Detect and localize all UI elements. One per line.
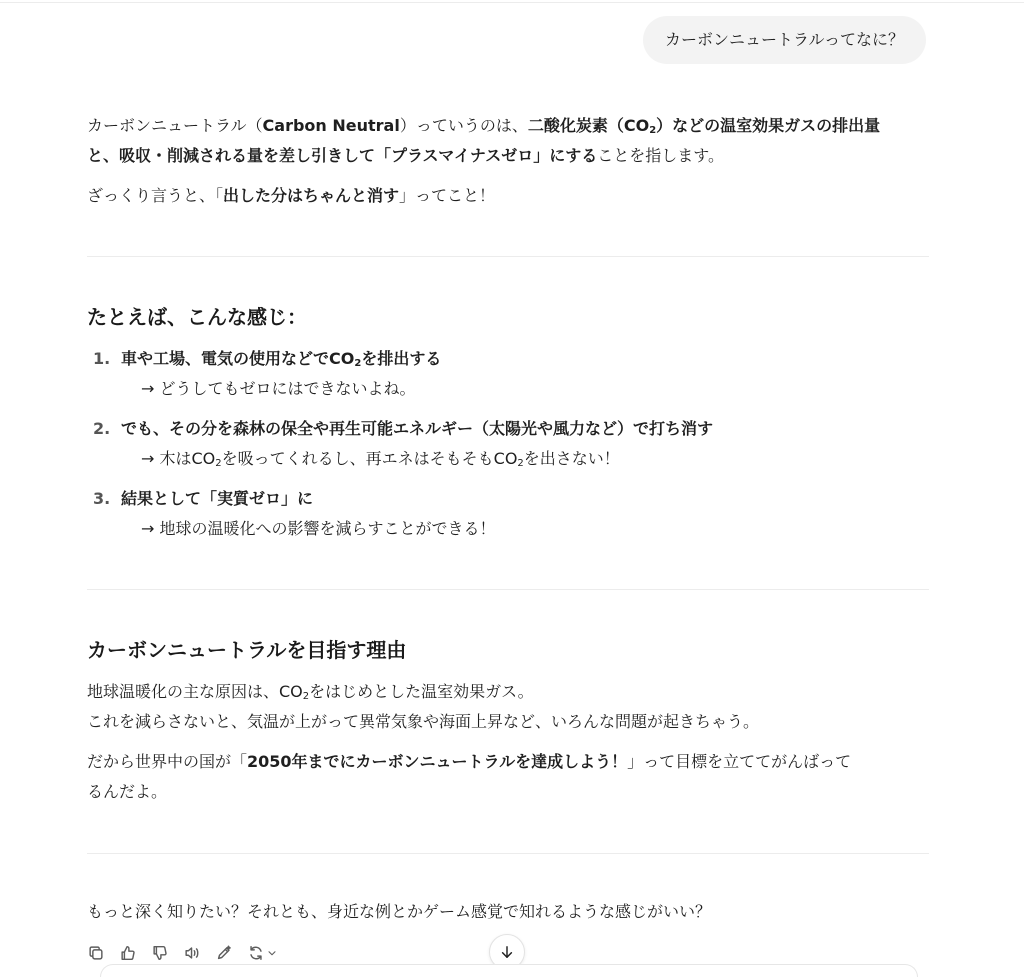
reason-paragraph-2 xyxy=(87,747,929,807)
intro-text: ）っていうのは、 xyxy=(399,116,528,135)
list-item xyxy=(87,344,929,404)
section-divider xyxy=(87,256,929,257)
reason-text: だから世界中の国が「 xyxy=(87,752,248,771)
subscript: 2 xyxy=(517,458,524,469)
list-number: 2. xyxy=(93,419,111,438)
subscript: 2 xyxy=(354,358,362,369)
thumbs-down-icon[interactable] xyxy=(151,940,183,966)
intro-bold-text: 出した分はちゃんと消す xyxy=(223,186,400,205)
reason-paragraph-1 xyxy=(87,677,929,737)
title-text: を排出する xyxy=(361,349,442,368)
reason-text: 地球温暖化の主な原因は、CO xyxy=(87,682,303,701)
intro-bold-co2: 二酸化炭素（CO xyxy=(527,116,650,135)
intro-text: 」ってこと！ xyxy=(399,186,496,205)
detail-text: を吸ってくれるし、再エネはそもそもCO xyxy=(221,449,518,468)
chevron-down-icon xyxy=(266,947,278,959)
read-aloud-icon[interactable] xyxy=(183,940,215,966)
list-item-detail xyxy=(141,444,620,474)
followup-question: もっと深く知りたい？それとも、身近な例とかゲーム感覚で知れるような感じがいい？ xyxy=(87,902,712,921)
arrow-down-icon xyxy=(499,944,515,960)
intro-text: カーボンニュートラル（ xyxy=(87,116,263,135)
intro-text: ことを指します。 xyxy=(597,146,724,165)
reason-text: をはじめとした温室効果ガス。 xyxy=(309,682,534,701)
list-item-detail: → どうしてもゼロにはできないよね。 xyxy=(141,379,416,398)
list-item-title: でも、その分を森林の保全や再生可能エネルギー（太陽光や風力など）で打ち消す xyxy=(121,419,714,438)
thumbs-up-icon[interactable] xyxy=(119,940,151,966)
reason-text: 」って目標を立ててがんばって xyxy=(627,752,852,771)
reason-bold-text: 2050年までにカーボンニュートラルを達成しよう！ xyxy=(247,752,628,771)
regenerate-icon[interactable] xyxy=(247,940,287,966)
message-actions xyxy=(87,940,287,966)
detail-text: → 木はCO xyxy=(141,449,216,468)
example-heading: たとえば、こんな感じ： xyxy=(87,305,307,329)
section-divider xyxy=(87,853,929,854)
list-item xyxy=(87,484,929,544)
list-number: 3. xyxy=(93,489,111,508)
intro-paragraph-1 xyxy=(87,111,929,171)
intro-text: ざっくり言うと、「 xyxy=(87,186,224,205)
list-item-title: 結果として「実質ゼロ」に xyxy=(121,489,314,508)
copy-icon[interactable] xyxy=(87,940,119,966)
intro-bold-text: ）などの温室効果ガスの排出量 xyxy=(656,116,881,135)
list-item-detail: → 地球の温暖化への影響を減らすことができる！ xyxy=(141,519,496,538)
subscript: 2 xyxy=(649,125,657,136)
list-item-title xyxy=(121,344,441,374)
user-message-bubble: カーボンニュートラルってなに？ xyxy=(643,16,926,64)
detail-text: を出さない！ xyxy=(523,449,620,468)
list-item xyxy=(87,414,929,474)
subscript: 2 xyxy=(215,458,222,469)
intro-paragraph-2 xyxy=(87,181,929,211)
subscript: 2 xyxy=(302,691,310,702)
edit-icon[interactable] xyxy=(215,940,247,966)
reason-text: これを減らさないと、気温が上がって異常気象や海面上昇など、いろんな問題が起きちゃう。 xyxy=(87,712,760,731)
composer-input-area[interactable] xyxy=(100,964,918,977)
reason-heading: カーボンニュートラルを目指す理由 xyxy=(87,638,407,662)
title-text: 車や工場、電気の使用などでCO xyxy=(121,349,355,368)
list-number: 1. xyxy=(93,349,111,368)
reason-text: るんだよ。 xyxy=(87,782,168,801)
section-divider xyxy=(87,589,929,590)
intro-bold-text: と、吸収・削減される量を差し引きして「プラスマイナスゼロ」にする xyxy=(87,146,598,165)
intro-bold-term: Carbon Neutral xyxy=(262,116,400,135)
top-divider xyxy=(0,2,1024,3)
